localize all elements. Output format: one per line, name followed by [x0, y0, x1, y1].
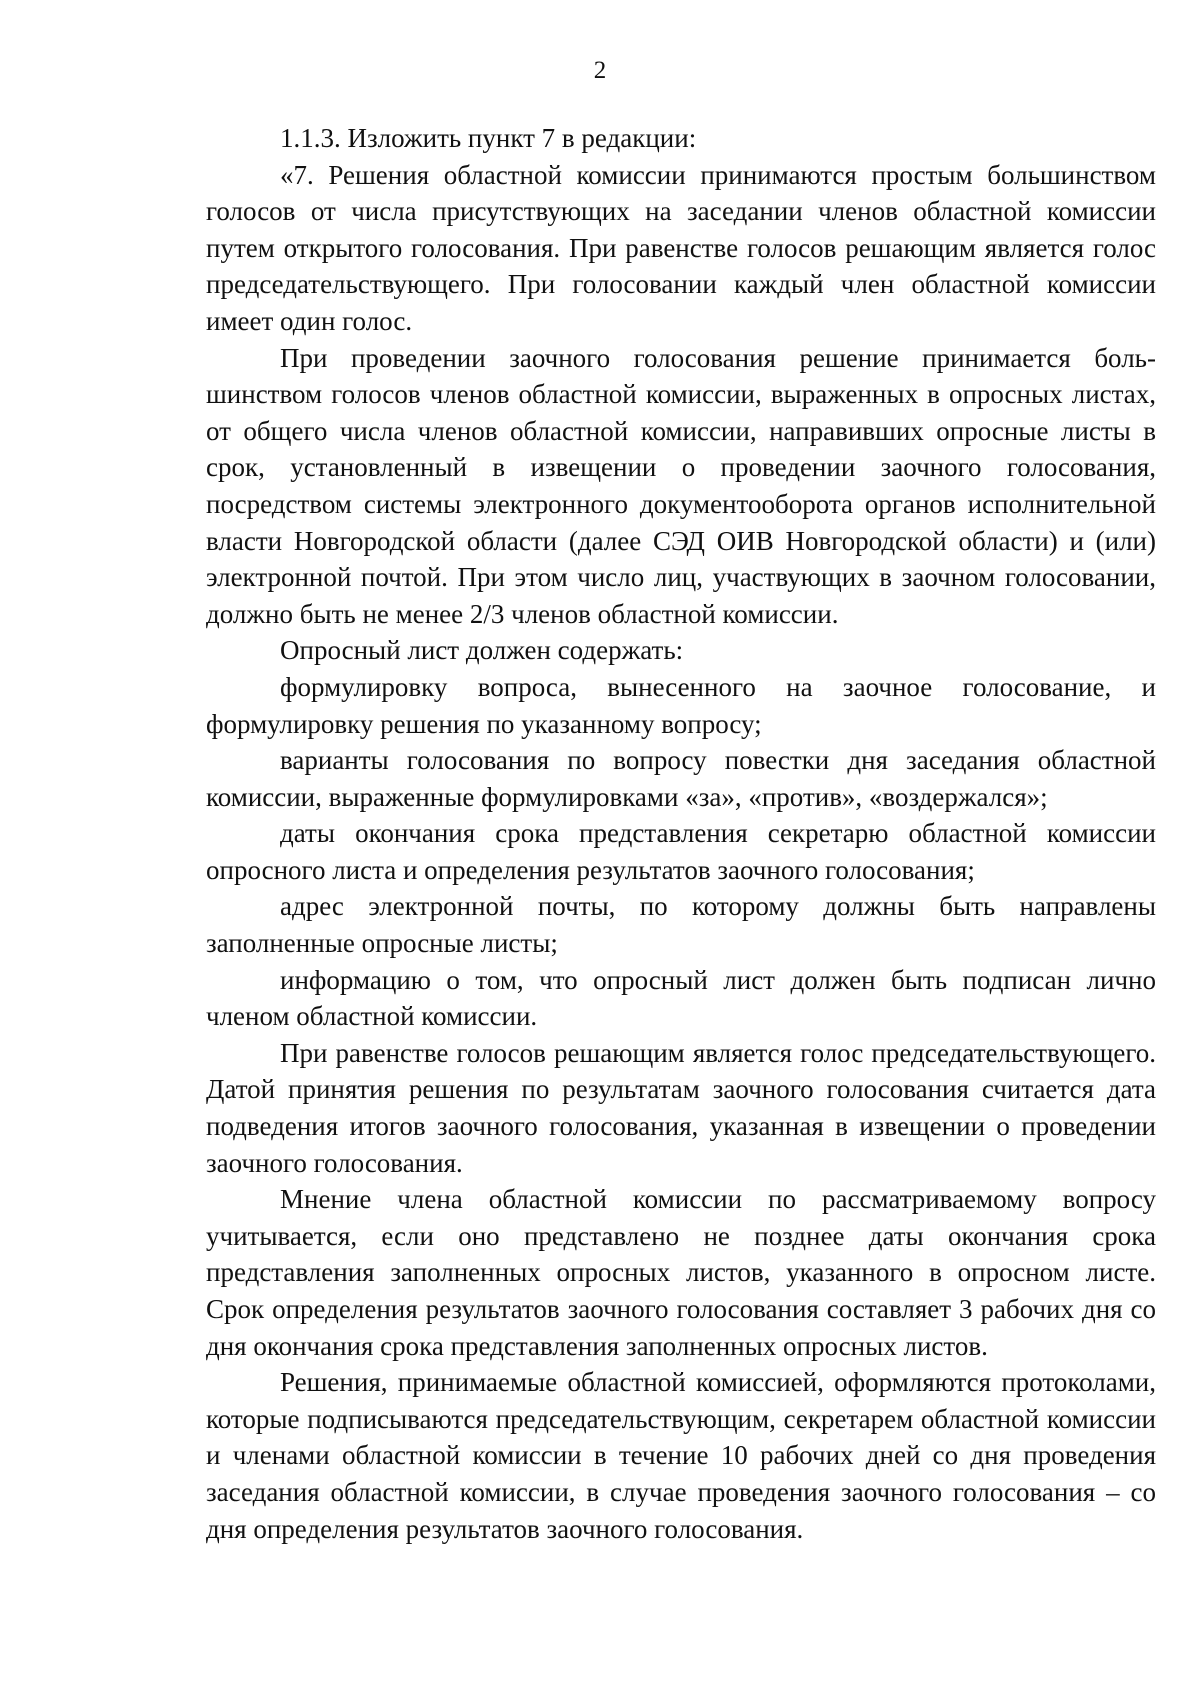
paragraph-clause-1-1-3: 1.1.3. Изложить пункт 7 в редакции: [280, 123, 697, 153]
paragraph-member-opinion: Мнение члена областной комиссии по рассматриваемому вопросу учитывается, если оно представлено не позднее даты окончания срока представления заполненных опросных листов, указанного в опросном листе. Срок определения результатов заочного голосования составляет 3 рабочих дня со дня окончания срока представления заполненных опросных листов. [206, 1184, 1156, 1361]
document-body [206, 120, 1156, 1547]
paragraph-tie-vote: При равенстве голосов решающим является голос председательствующего. Датой принятия решения по результатам заочного голосования считается дата подведения итогов заочного голосования, указанная в извещении о проведении заочного голосования. [206, 1037, 1156, 1178]
paragraph-protocols: Решения, принимаемые областной комиссией, оформляются протоколами, которые подписываются председательствующим, секретарем областной комиссии и членами областной комиссии в течение 10 рабочих дней со дня проведения заседания областной комиссии, в случае проведения заочного голосования – со дня определения результатов заочного голосования. [206, 1367, 1156, 1544]
paragraph-decisions-majority: «7. Решения областной комиссии принимаются простым большинством голосов от числа присутствующих на заседании членов областной комиссии путем открытого голосования. При равенстве голосов решающим является голос председательствующего. При голосовании каждый член областной комиссии имеет один голос. [206, 159, 1156, 336]
paragraph-voting-options: варианты голосования по вопросу повестки дня заседания областной комиссии, выраженные формулировками «за», «против», «воздержался»; [206, 745, 1156, 812]
paragraph-deadline-dates: даты окончания срока представления секретарю областной комиссии опросного листа и определения результатов заочного голосования; [206, 818, 1156, 885]
paragraph-questionnaire-contents: Опросный лист должен содержать: [280, 635, 684, 666]
paragraph-absentee-voting: При проведении заочного голосования решение принимается большинством голосов членов областной комиссии, выраженных в опросных листах, от общего числа членов областной комиссии, направивших опросные листы в срок, установленный в извещении о проведении заочного голосования, посредством системы электронного документооборота органов исполнительной власти Новгородской области (далее СЭД ОИВ Новгородской области) и (или) электронной почтой. При этом число лиц, участвующих в заочном голосовании, должно быть не менее 2/3 членов областной комиссии. [206, 342, 1156, 629]
paragraph-question-wording: формулировку вопроса, вынесенного на заочное голосование, и формулировку решения по указанному вопросу; [206, 671, 1156, 739]
paragraph-signature-info: информацию о том, что опросный лист должен быть подписан лично членом областной комиссии. [206, 964, 1156, 1032]
page-number: 2 [593, 57, 607, 84]
paragraph-email-address: адрес электронной почты, по которому должны быть направлены заполненные опросные листы; [206, 891, 1156, 959]
